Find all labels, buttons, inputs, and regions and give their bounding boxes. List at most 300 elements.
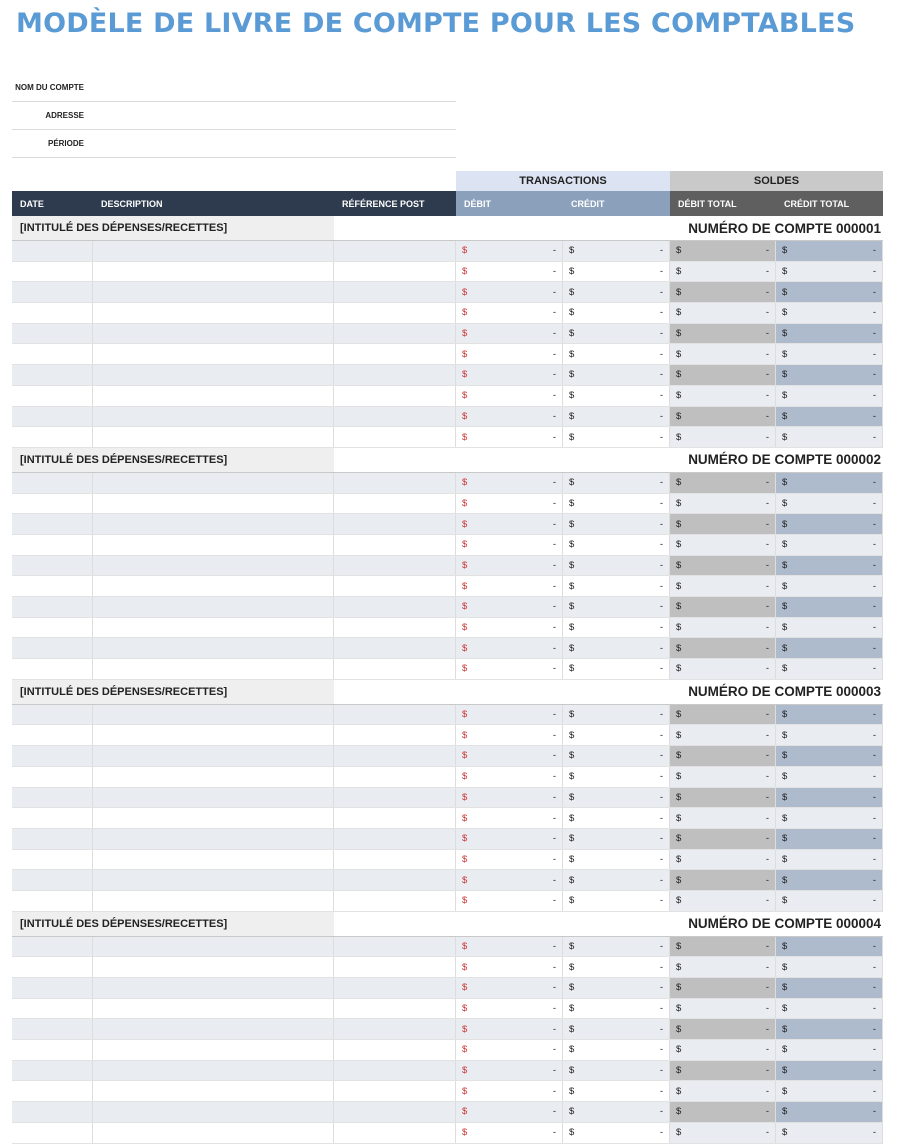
date-cell[interactable] bbox=[12, 937, 93, 957]
debit-cell[interactable] bbox=[456, 427, 563, 447]
credit-cell[interactable] bbox=[563, 473, 670, 493]
reference-cell[interactable] bbox=[334, 829, 456, 849]
reference-cell[interactable] bbox=[334, 262, 456, 282]
debit-cell[interactable] bbox=[456, 829, 563, 849]
debit-cell[interactable] bbox=[456, 241, 563, 261]
debit-total-cell[interactable] bbox=[670, 535, 776, 555]
description-cell[interactable] bbox=[93, 1019, 334, 1039]
credit-cell[interactable] bbox=[563, 494, 670, 514]
credit-cell[interactable] bbox=[563, 1061, 670, 1081]
description-cell[interactable] bbox=[93, 659, 334, 679]
description-cell[interactable] bbox=[93, 999, 334, 1019]
credit-total-cell[interactable] bbox=[776, 1061, 883, 1081]
debit-total-cell[interactable] bbox=[670, 494, 776, 514]
credit-total-cell[interactable] bbox=[776, 850, 883, 870]
debit-cell[interactable] bbox=[456, 556, 563, 576]
debit-cell[interactable] bbox=[456, 725, 563, 745]
reference-cell[interactable] bbox=[334, 937, 456, 957]
description-cell[interactable] bbox=[93, 1040, 334, 1060]
reference-cell[interactable] bbox=[334, 1019, 456, 1039]
credit-total-cell[interactable] bbox=[776, 365, 883, 385]
debit-cell[interactable] bbox=[456, 659, 563, 679]
description-cell[interactable] bbox=[93, 937, 334, 957]
debit-cell[interactable] bbox=[456, 788, 563, 808]
date-cell[interactable] bbox=[12, 344, 93, 364]
description-cell[interactable] bbox=[93, 324, 334, 344]
debit-cell[interactable] bbox=[456, 1081, 563, 1101]
credit-cell[interactable] bbox=[563, 386, 670, 406]
reference-cell[interactable] bbox=[334, 282, 456, 302]
debit-cell[interactable] bbox=[456, 999, 563, 1019]
credit-cell[interactable] bbox=[563, 618, 670, 638]
credit-total-cell[interactable] bbox=[776, 303, 883, 323]
date-cell[interactable] bbox=[12, 1081, 93, 1101]
debit-cell[interactable] bbox=[456, 324, 563, 344]
debit-total-cell[interactable] bbox=[670, 473, 776, 493]
debit-total-cell[interactable] bbox=[670, 937, 776, 957]
account-number[interactable]: NUMÉRO DE COMPTE 000002 bbox=[688, 452, 881, 468]
debit-total-cell[interactable] bbox=[670, 829, 776, 849]
description-cell[interactable] bbox=[93, 638, 334, 658]
amount-value: - bbox=[659, 477, 663, 489]
date-cell[interactable] bbox=[12, 1102, 93, 1122]
description-cell[interactable] bbox=[93, 386, 334, 406]
credit-cell[interactable] bbox=[563, 978, 670, 998]
reference-cell[interactable] bbox=[334, 978, 456, 998]
credit-total-cell[interactable] bbox=[776, 659, 883, 679]
date-cell[interactable] bbox=[12, 746, 93, 766]
reference-cell[interactable] bbox=[334, 344, 456, 364]
credit-cell[interactable] bbox=[563, 365, 670, 385]
date-cell[interactable] bbox=[12, 978, 93, 998]
credit-total-cell[interactable] bbox=[776, 1123, 883, 1143]
date-cell[interactable] bbox=[12, 999, 93, 1019]
credit-cell[interactable] bbox=[563, 262, 670, 282]
debit-cell[interactable] bbox=[456, 344, 563, 364]
credit-total-cell[interactable] bbox=[776, 282, 883, 302]
debit-total-cell[interactable] bbox=[670, 324, 776, 344]
reference-cell[interactable] bbox=[334, 1081, 456, 1101]
debit-cell[interactable] bbox=[456, 494, 563, 514]
debit-total-cell[interactable] bbox=[670, 999, 776, 1019]
credit-cell[interactable] bbox=[563, 788, 670, 808]
debit-total-cell[interactable] bbox=[670, 891, 776, 911]
debit-cell[interactable] bbox=[456, 957, 563, 977]
description-cell[interactable] bbox=[93, 788, 334, 808]
reference-cell[interactable] bbox=[334, 1040, 456, 1060]
date-cell[interactable] bbox=[12, 427, 93, 447]
credit-cell[interactable] bbox=[563, 808, 670, 828]
address-field[interactable] bbox=[92, 102, 456, 129]
credit-total-cell[interactable] bbox=[776, 344, 883, 364]
date-cell[interactable] bbox=[12, 324, 93, 344]
debit-cell[interactable] bbox=[456, 618, 563, 638]
credit-total-cell[interactable] bbox=[776, 978, 883, 998]
reference-cell[interactable] bbox=[334, 303, 456, 323]
reference-cell[interactable] bbox=[334, 473, 456, 493]
reference-cell[interactable] bbox=[334, 427, 456, 447]
debit-cell[interactable] bbox=[456, 407, 563, 427]
reference-cell[interactable] bbox=[334, 850, 456, 870]
currency-symbol: $ bbox=[782, 328, 788, 340]
debit-cell[interactable] bbox=[456, 576, 563, 596]
account-info bbox=[12, 74, 456, 158]
date-cell[interactable] bbox=[12, 870, 93, 890]
date-cell[interactable] bbox=[12, 282, 93, 302]
credit-total-cell[interactable] bbox=[776, 473, 883, 493]
date-cell[interactable] bbox=[12, 597, 93, 617]
debit-total-cell[interactable] bbox=[670, 576, 776, 596]
description-cell[interactable] bbox=[93, 957, 334, 977]
debit-cell[interactable] bbox=[456, 850, 563, 870]
credit-total-cell[interactable] bbox=[776, 427, 883, 447]
debit-cell[interactable] bbox=[456, 1123, 563, 1143]
debit-cell[interactable] bbox=[456, 262, 563, 282]
credit-cell[interactable] bbox=[563, 957, 670, 977]
date-cell[interactable] bbox=[12, 1019, 93, 1039]
description-cell[interactable] bbox=[93, 705, 334, 725]
date-cell[interactable] bbox=[12, 514, 93, 534]
description-cell[interactable] bbox=[93, 746, 334, 766]
date-cell[interactable] bbox=[12, 262, 93, 282]
debit-cell[interactable] bbox=[456, 597, 563, 617]
debit-cell[interactable] bbox=[456, 1102, 563, 1122]
debit-total-cell[interactable] bbox=[670, 788, 776, 808]
section-label[interactable]: [INTITULÉ DES DÉPENSES/RECETTES] bbox=[12, 680, 334, 704]
debit-total-cell[interactable] bbox=[670, 767, 776, 787]
credit-total-cell[interactable] bbox=[776, 870, 883, 890]
description-cell[interactable] bbox=[93, 978, 334, 998]
description-cell[interactable] bbox=[93, 1081, 334, 1101]
debit-total-cell[interactable] bbox=[670, 1123, 776, 1143]
date-cell[interactable] bbox=[12, 850, 93, 870]
date-cell[interactable] bbox=[12, 556, 93, 576]
period-field[interactable] bbox=[92, 130, 456, 157]
reference-cell[interactable] bbox=[334, 725, 456, 745]
date-cell[interactable] bbox=[12, 725, 93, 745]
date-cell[interactable] bbox=[12, 618, 93, 638]
credit-total-cell[interactable] bbox=[776, 705, 883, 725]
debit-cell[interactable] bbox=[456, 473, 563, 493]
credit-cell[interactable] bbox=[563, 870, 670, 890]
debit-cell[interactable] bbox=[456, 870, 563, 890]
credit-total-cell[interactable] bbox=[776, 1102, 883, 1122]
date-cell[interactable] bbox=[12, 473, 93, 493]
credit-cell[interactable] bbox=[563, 725, 670, 745]
credit-cell[interactable] bbox=[563, 514, 670, 534]
debit-total-cell[interactable] bbox=[670, 365, 776, 385]
credit-cell[interactable] bbox=[563, 1123, 670, 1143]
debit-total-cell[interactable] bbox=[670, 957, 776, 977]
credit-total-cell[interactable] bbox=[776, 808, 883, 828]
credit-cell[interactable] bbox=[563, 829, 670, 849]
reference-cell[interactable] bbox=[334, 618, 456, 638]
account-number[interactable]: NUMÉRO DE COMPTE 000001 bbox=[688, 220, 881, 236]
credit-total-cell[interactable] bbox=[776, 638, 883, 658]
credit-total-cell[interactable] bbox=[776, 1019, 883, 1039]
description-cell[interactable] bbox=[93, 344, 334, 364]
credit-total-cell[interactable] bbox=[776, 1040, 883, 1060]
section-label[interactable]: [INTITULÉ DES DÉPENSES/RECETTES] bbox=[12, 216, 334, 240]
debit-total-cell[interactable] bbox=[670, 638, 776, 658]
credit-cell[interactable] bbox=[563, 344, 670, 364]
date-cell[interactable] bbox=[12, 788, 93, 808]
reference-cell[interactable] bbox=[334, 870, 456, 890]
reference-cell[interactable] bbox=[334, 514, 456, 534]
credit-cell[interactable] bbox=[563, 1081, 670, 1101]
reference-cell[interactable] bbox=[334, 407, 456, 427]
credit-total-cell[interactable] bbox=[776, 725, 883, 745]
description-cell[interactable] bbox=[93, 494, 334, 514]
debit-cell[interactable] bbox=[456, 365, 563, 385]
description-cell[interactable] bbox=[93, 1061, 334, 1081]
description-cell[interactable] bbox=[93, 241, 334, 261]
debit-total-cell[interactable] bbox=[670, 705, 776, 725]
credit-total-cell[interactable] bbox=[776, 241, 883, 261]
credit-cell[interactable] bbox=[563, 999, 670, 1019]
debit-cell[interactable] bbox=[456, 705, 563, 725]
reference-cell[interactable] bbox=[334, 808, 456, 828]
reference-cell[interactable] bbox=[334, 1123, 456, 1143]
credit-cell[interactable] bbox=[563, 1019, 670, 1039]
credit-cell[interactable] bbox=[563, 597, 670, 617]
date-cell[interactable] bbox=[12, 576, 93, 596]
currency-symbol: $ bbox=[569, 431, 575, 443]
description-cell[interactable] bbox=[93, 1123, 334, 1143]
reference-cell[interactable] bbox=[334, 999, 456, 1019]
credit-total-cell[interactable] bbox=[776, 999, 883, 1019]
debit-cell[interactable] bbox=[456, 303, 563, 323]
debit-total-cell[interactable] bbox=[670, 808, 776, 828]
reference-cell[interactable] bbox=[334, 576, 456, 596]
credit-cell[interactable] bbox=[563, 1040, 670, 1060]
reference-cell[interactable] bbox=[334, 638, 456, 658]
reference-cell[interactable] bbox=[334, 241, 456, 261]
reference-cell[interactable] bbox=[334, 597, 456, 617]
debit-total-cell[interactable] bbox=[670, 407, 776, 427]
description-cell[interactable] bbox=[93, 282, 334, 302]
credit-cell[interactable] bbox=[563, 850, 670, 870]
date-cell[interactable] bbox=[12, 957, 93, 977]
reference-cell[interactable] bbox=[334, 556, 456, 576]
date-cell[interactable] bbox=[12, 303, 93, 323]
description-cell[interactable] bbox=[93, 535, 334, 555]
debit-total-cell[interactable] bbox=[670, 1061, 776, 1081]
credit-cell[interactable] bbox=[563, 659, 670, 679]
reference-cell[interactable] bbox=[334, 386, 456, 406]
description-cell[interactable] bbox=[93, 829, 334, 849]
debit-total-cell[interactable] bbox=[670, 556, 776, 576]
description-cell[interactable] bbox=[93, 576, 334, 596]
currency-symbol: $ bbox=[782, 663, 788, 675]
debit-cell[interactable] bbox=[456, 535, 563, 555]
reference-cell[interactable] bbox=[334, 1061, 456, 1081]
description-cell[interactable] bbox=[93, 365, 334, 385]
description-cell[interactable] bbox=[93, 725, 334, 745]
credit-cell[interactable] bbox=[563, 407, 670, 427]
reference-cell[interactable] bbox=[334, 788, 456, 808]
debit-total-cell[interactable] bbox=[670, 427, 776, 447]
credit-cell[interactable] bbox=[563, 556, 670, 576]
date-cell[interactable] bbox=[12, 767, 93, 787]
credit-total-cell[interactable] bbox=[776, 262, 883, 282]
date-cell[interactable] bbox=[12, 365, 93, 385]
description-cell[interactable] bbox=[93, 618, 334, 638]
credit-cell[interactable] bbox=[563, 535, 670, 555]
debit-total-cell[interactable] bbox=[670, 725, 776, 745]
credit-cell[interactable] bbox=[563, 427, 670, 447]
table-row bbox=[12, 427, 883, 448]
credit-total-cell[interactable] bbox=[776, 386, 883, 406]
debit-total-cell[interactable] bbox=[670, 659, 776, 679]
reference-cell[interactable] bbox=[334, 746, 456, 766]
date-cell[interactable] bbox=[12, 1123, 93, 1143]
date-cell[interactable] bbox=[12, 535, 93, 555]
debit-cell[interactable] bbox=[456, 282, 563, 302]
credit-total-cell[interactable] bbox=[776, 829, 883, 849]
credit-cell[interactable] bbox=[563, 746, 670, 766]
credit-total-cell[interactable] bbox=[776, 514, 883, 534]
debit-total-cell[interactable] bbox=[670, 1040, 776, 1060]
reference-cell[interactable] bbox=[334, 365, 456, 385]
reference-cell[interactable] bbox=[334, 324, 456, 344]
description-cell[interactable] bbox=[93, 407, 334, 427]
credit-cell[interactable] bbox=[563, 241, 670, 261]
description-cell[interactable] bbox=[93, 473, 334, 493]
date-cell[interactable] bbox=[12, 808, 93, 828]
debit-total-cell[interactable] bbox=[670, 1019, 776, 1039]
description-cell[interactable] bbox=[93, 891, 334, 911]
currency-symbol: $ bbox=[569, 853, 575, 865]
debit-total-cell[interactable] bbox=[670, 344, 776, 364]
debit-cell[interactable] bbox=[456, 514, 563, 534]
description-cell[interactable] bbox=[93, 303, 334, 323]
credit-total-cell[interactable] bbox=[776, 891, 883, 911]
debit-total-cell[interactable] bbox=[670, 850, 776, 870]
debit-total-cell[interactable] bbox=[670, 514, 776, 534]
credit-cell[interactable] bbox=[563, 705, 670, 725]
debit-cell[interactable] bbox=[456, 891, 563, 911]
description-cell[interactable] bbox=[93, 514, 334, 534]
date-cell[interactable] bbox=[12, 407, 93, 427]
debit-total-cell[interactable] bbox=[670, 386, 776, 406]
reference-cell[interactable] bbox=[334, 891, 456, 911]
credit-total-cell[interactable] bbox=[776, 494, 883, 514]
debit-cell[interactable] bbox=[456, 746, 563, 766]
description-cell[interactable] bbox=[93, 1102, 334, 1122]
credit-total-cell[interactable] bbox=[776, 407, 883, 427]
debit-cell[interactable] bbox=[456, 1019, 563, 1039]
credit-cell[interactable] bbox=[563, 937, 670, 957]
credit-cell[interactable] bbox=[563, 891, 670, 911]
debit-total-cell[interactable] bbox=[670, 978, 776, 998]
date-cell[interactable] bbox=[12, 241, 93, 261]
credit-cell[interactable] bbox=[563, 303, 670, 323]
description-cell[interactable] bbox=[93, 850, 334, 870]
debit-cell[interactable] bbox=[456, 767, 563, 787]
debit-cell[interactable] bbox=[456, 937, 563, 957]
credit-cell[interactable] bbox=[563, 767, 670, 787]
description-cell[interactable] bbox=[93, 808, 334, 828]
debit-total-cell[interactable] bbox=[670, 262, 776, 282]
credit-total-cell[interactable] bbox=[776, 957, 883, 977]
credit-total-cell[interactable] bbox=[776, 746, 883, 766]
credit-total-cell[interactable] bbox=[776, 937, 883, 957]
credit-total-cell[interactable] bbox=[776, 535, 883, 555]
credit-total-cell[interactable] bbox=[776, 597, 883, 617]
debit-cell[interactable] bbox=[456, 638, 563, 658]
date-cell[interactable] bbox=[12, 1061, 93, 1081]
debit-total-cell[interactable] bbox=[670, 870, 776, 890]
date-cell[interactable] bbox=[12, 659, 93, 679]
account-number[interactable]: NUMÉRO DE COMPTE 000004 bbox=[688, 916, 881, 932]
date-cell[interactable] bbox=[12, 494, 93, 514]
credit-cell[interactable] bbox=[563, 282, 670, 302]
description-cell[interactable] bbox=[93, 767, 334, 787]
debit-cell[interactable] bbox=[456, 1061, 563, 1081]
debit-cell[interactable] bbox=[456, 978, 563, 998]
description-cell[interactable] bbox=[93, 870, 334, 890]
debit-total-cell[interactable] bbox=[670, 282, 776, 302]
debit-total-cell[interactable] bbox=[670, 303, 776, 323]
debit-cell[interactable] bbox=[456, 808, 563, 828]
date-cell[interactable] bbox=[12, 386, 93, 406]
debit-total-cell[interactable] bbox=[670, 597, 776, 617]
credit-total-cell[interactable] bbox=[776, 767, 883, 787]
credit-total-cell[interactable] bbox=[776, 1081, 883, 1101]
reference-cell[interactable] bbox=[334, 494, 456, 514]
debit-total-cell[interactable] bbox=[670, 1102, 776, 1122]
credit-cell[interactable] bbox=[563, 638, 670, 658]
credit-total-cell[interactable] bbox=[776, 576, 883, 596]
credit-total-cell[interactable] bbox=[776, 618, 883, 638]
description-cell[interactable] bbox=[93, 597, 334, 617]
date-cell[interactable] bbox=[12, 1040, 93, 1060]
reference-cell[interactable] bbox=[334, 705, 456, 725]
credit-total-cell[interactable] bbox=[776, 788, 883, 808]
date-cell[interactable] bbox=[12, 705, 93, 725]
date-cell[interactable] bbox=[12, 891, 93, 911]
account-name-field[interactable] bbox=[92, 74, 456, 101]
credit-total-cell[interactable] bbox=[776, 556, 883, 576]
debit-total-cell[interactable] bbox=[670, 746, 776, 766]
reference-cell[interactable] bbox=[334, 767, 456, 787]
reference-cell[interactable] bbox=[334, 1102, 456, 1122]
date-cell[interactable] bbox=[12, 638, 93, 658]
section-label[interactable]: [INTITULÉ DES DÉPENSES/RECETTES] bbox=[12, 448, 334, 472]
description-cell[interactable] bbox=[93, 262, 334, 282]
debit-cell[interactable] bbox=[456, 386, 563, 406]
date-cell[interactable] bbox=[12, 829, 93, 849]
debit-total-cell[interactable] bbox=[670, 618, 776, 638]
section-label[interactable]: [INTITULÉ DES DÉPENSES/RECETTES] bbox=[12, 912, 334, 936]
currency-symbol: $ bbox=[462, 497, 468, 509]
debit-total-cell[interactable] bbox=[670, 241, 776, 261]
debit-cell[interactable] bbox=[456, 1040, 563, 1060]
description-cell[interactable] bbox=[93, 556, 334, 576]
reference-cell[interactable] bbox=[334, 535, 456, 555]
credit-total-cell[interactable] bbox=[776, 324, 883, 344]
description-cell[interactable] bbox=[93, 427, 334, 447]
currency-symbol: $ bbox=[462, 874, 468, 886]
reference-cell[interactable] bbox=[334, 659, 456, 679]
credit-cell[interactable] bbox=[563, 1102, 670, 1122]
reference-cell[interactable] bbox=[334, 957, 456, 977]
debit-total-cell[interactable] bbox=[670, 1081, 776, 1101]
credit-cell[interactable] bbox=[563, 576, 670, 596]
credit-cell[interactable] bbox=[563, 324, 670, 344]
account-number[interactable]: NUMÉRO DE COMPTE 000003 bbox=[688, 684, 881, 700]
